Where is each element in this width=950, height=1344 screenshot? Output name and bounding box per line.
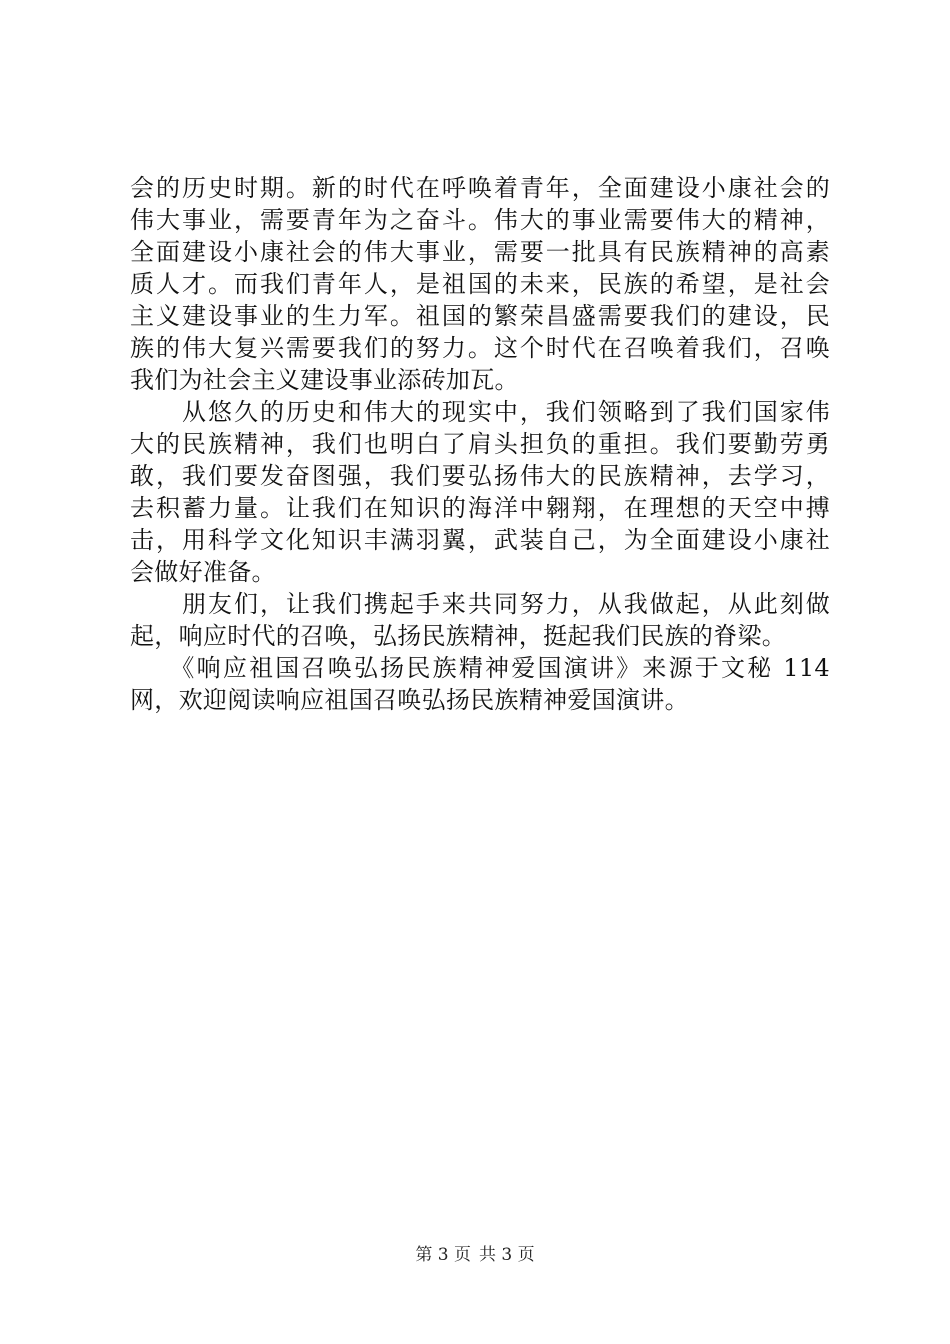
text-line: 伟大事业，需要青年为之奋斗。伟大的事业需要伟大的精神， xyxy=(130,206,830,234)
text-line: 质人才。而我们青年人，是祖国的未来，民族的希望，是社会 xyxy=(130,270,830,298)
body-text xyxy=(130,172,830,716)
text-line: 大的民族精神，我们也明白了肩头担负的重担。我们要勤劳勇 xyxy=(130,430,830,458)
text-line: 全面建设小康社会的伟大事业，需要一批具有民族精神的高素 xyxy=(130,238,830,266)
text-line: 网，欢迎阅读响应祖国召唤弘扬民族精神爱国演讲。 xyxy=(130,686,689,714)
text-line: 起，响应时代的召唤，弘扬民族精神，挺起我们民族的脊梁。 xyxy=(130,622,787,650)
text-line: 从悠久的历史和伟大的现实中，我们领略到了我们国家伟 xyxy=(130,398,830,426)
text-line: 《响应祖国召唤弘扬民族精神爱国演讲》来源于文秘 114 xyxy=(130,654,830,682)
text-line: 我们为社会主义建设事业添砖加瓦。 xyxy=(130,366,519,394)
text-line: 敢，我们要发奋图强，我们要弘扬伟大的民族精神，去学习， xyxy=(130,462,830,490)
page-total: 共 3 页 xyxy=(479,1245,535,1265)
text-line: 会做好准备。 xyxy=(130,558,276,586)
text-line: 朋友们，让我们携起手来共同努力，从我做起，从此刻做 xyxy=(130,590,830,618)
text-line: 去积蓄力量。让我们在知识的海洋中翱翔，在理想的天空中搏 xyxy=(130,494,830,522)
text-line: 族的伟大复兴需要我们的努力。这个时代在召唤着我们，召唤 xyxy=(130,334,830,362)
page-number: 第 3 页 xyxy=(415,1245,471,1265)
text-line: 击，用科学文化知识丰满羽翼，武装自己，为全面建设小康社 xyxy=(130,526,830,554)
page-footer xyxy=(0,1244,950,1266)
text-line: 主义建设事业的生力军。祖国的繁荣昌盛需要我们的建设，民 xyxy=(130,302,830,330)
text-line: 会的历史时期。新的时代在呼唤着青年，全面建设小康社会的 xyxy=(130,174,830,202)
